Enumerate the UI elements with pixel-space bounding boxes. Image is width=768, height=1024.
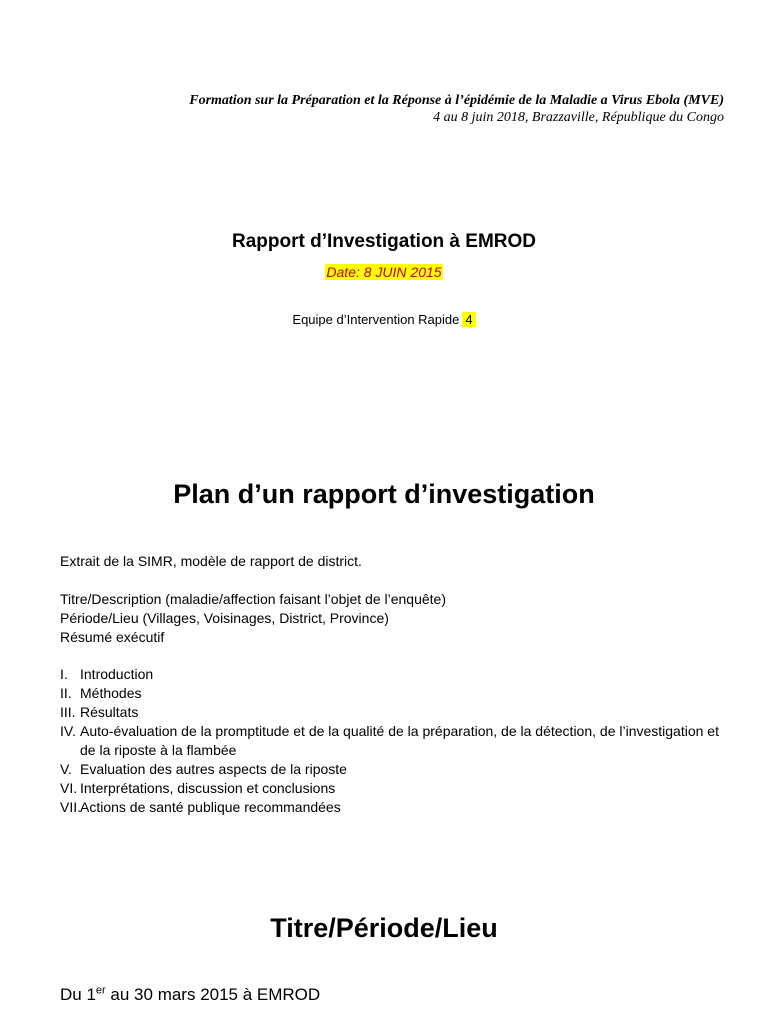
outline-item <box>60 760 720 779</box>
outline-item <box>60 779 720 798</box>
field-title-description: Titre/Description (maladie/affection faisant l’objet de l’enquête) <box>60 591 446 607</box>
outline-text: Résultats <box>80 704 139 720</box>
outline-item <box>60 703 720 722</box>
team-number: 4 <box>462 312 475 327</box>
outline-text: Actions de santé publique recommandées <box>80 799 341 815</box>
field-executive-summary: Résumé exécutif <box>60 629 165 645</box>
outline-item <box>60 798 720 817</box>
report-fields <box>60 590 720 647</box>
section-title-period-location: Titre/Période/Lieu <box>270 913 498 943</box>
report-date <box>0 264 768 280</box>
field-period-location: Période/Lieu (Villages, Voisinages, District, Province) <box>60 610 389 626</box>
outline-item <box>60 684 720 703</box>
outline-number: V. <box>60 761 72 777</box>
outline-text: Auto-évaluation de la promptitude et de la qualité de la préparation, de la détection, de l’investigation et de la riposte à la flambée <box>80 723 719 758</box>
training-title: Formation sur la Préparation et la Réponse à l’épidémie de la Maladie a Virus Ebola (MVE) <box>189 93 724 108</box>
outline-number: VI. <box>60 780 78 796</box>
outline-number: II. <box>60 685 72 701</box>
outline-text: Interprétations, discussion et conclusions <box>80 780 336 796</box>
date-range-prefix: Du 1 <box>60 985 96 1004</box>
outline-number: VII. <box>60 799 82 815</box>
date-range <box>60 985 320 1005</box>
training-header <box>189 92 724 126</box>
report-title: Rapport d’Investigation à EMROD <box>231 231 537 252</box>
plan-title: Plan d’un rapport d’investigation <box>173 479 595 509</box>
plan-intro: Extrait de la SIMR, modèle de rapport de district. <box>60 553 362 569</box>
team-line <box>0 312 768 327</box>
outline-number: I. <box>60 666 68 682</box>
outline-text: Méthodes <box>80 685 142 701</box>
outline-item <box>60 722 720 760</box>
outline-item <box>60 665 720 684</box>
report-outline <box>60 665 720 817</box>
outline-number: III. <box>60 704 76 720</box>
training-dates-location: 4 au 8 juin 2018, Brazzaville, République du Congo <box>433 110 724 125</box>
date-range-suffix: au 30 mars 2015 à EMROD <box>105 985 321 1004</box>
outline-text: Introduction <box>80 666 154 682</box>
date-range-ordinal: er <box>95 984 106 997</box>
outline-text: Evaluation des autres aspects de la riposte <box>80 761 347 777</box>
outline-number: IV. <box>60 723 76 739</box>
report-date-highlight: Date: 8 JUIN 2015 <box>326 264 442 280</box>
team-label: Equipe d’Intervention Rapide <box>292 312 460 327</box>
